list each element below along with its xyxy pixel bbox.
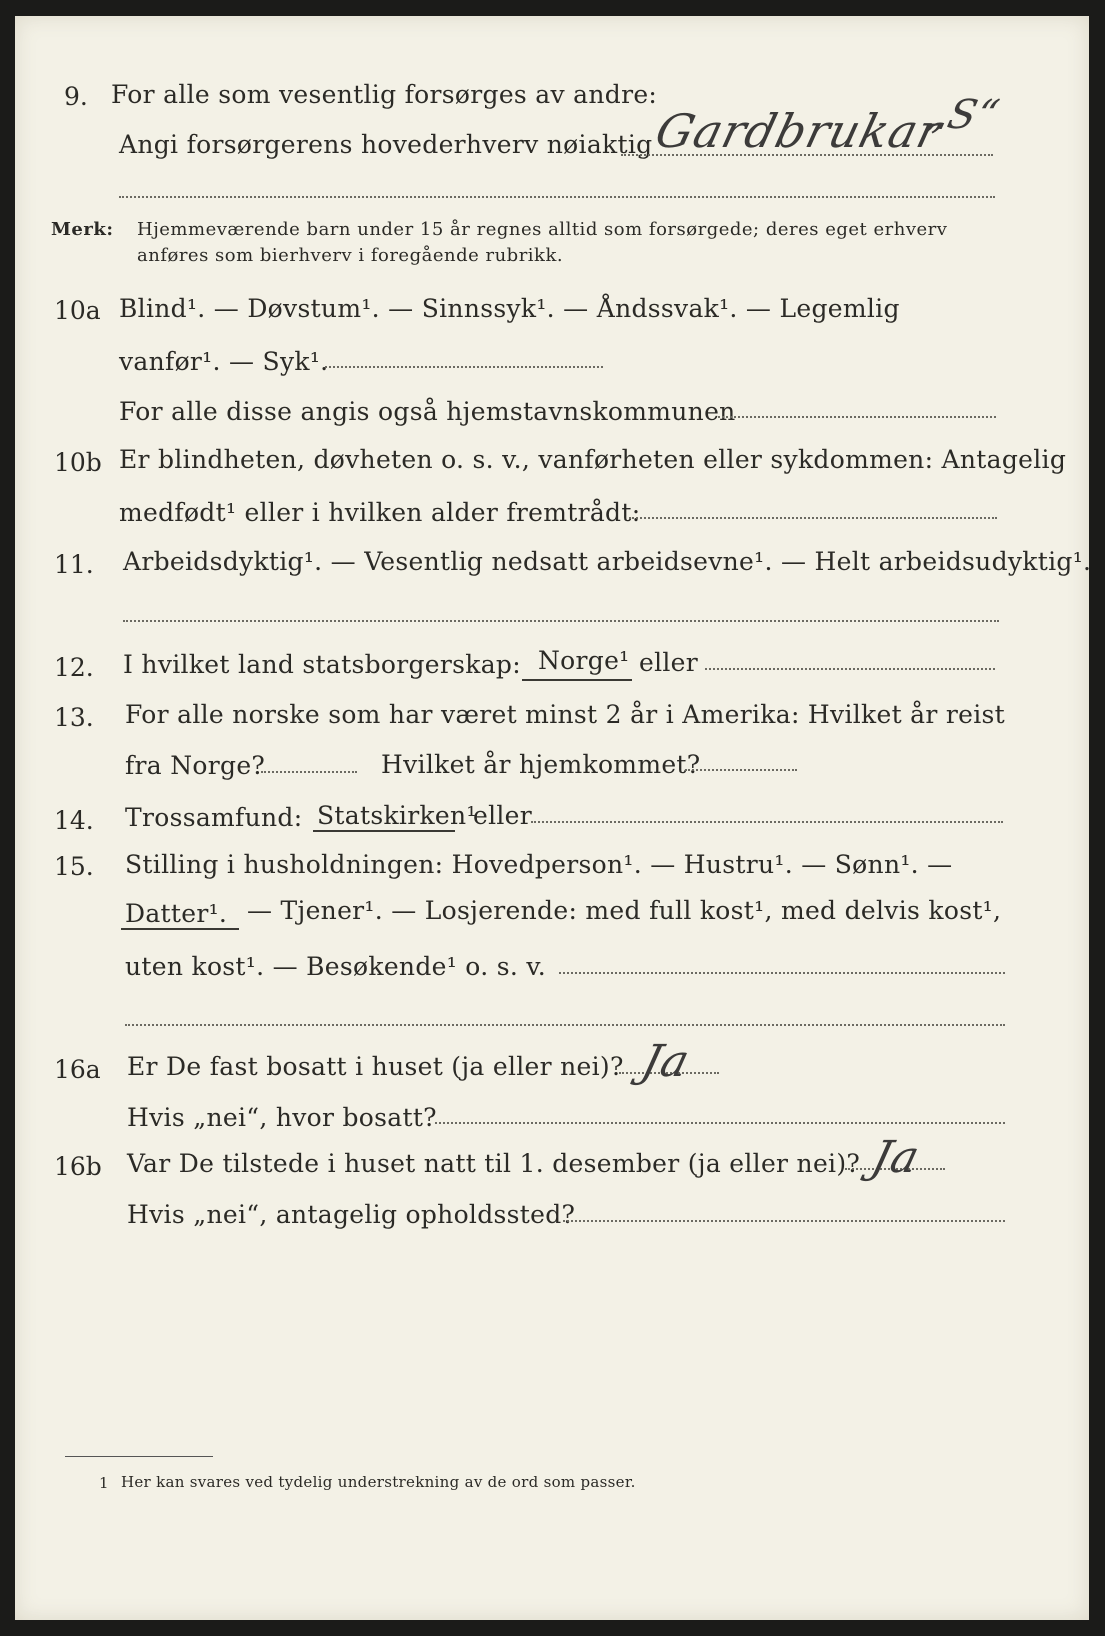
q14-faith-line <box>531 821 1003 823</box>
q15-option-datter: Datter¹. <box>125 899 228 928</box>
q13-line2b: Hvilket år hjemkommet? <box>381 750 701 779</box>
q16b-handwritten-answer: Ja <box>866 1132 926 1183</box>
q12-country-line <box>705 668 995 670</box>
q10a-line3: For alle disse angis også hjemstavnskommunen <box>119 397 736 426</box>
q9-number: 9. <box>64 82 88 111</box>
q15-extra-line-2 <box>125 1024 1005 1026</box>
q10b-line1: Er blindheten, døvheten o. s. v., vanførheten eller sykdommen: Antagelig <box>119 445 1067 474</box>
merk-label: Merk: <box>51 219 114 240</box>
q10b-line2: medfødt¹ eller i hvilken alder fremtrådt: <box>119 498 641 527</box>
q15-extra-line-1 <box>559 972 1005 974</box>
q11-line1: Arbeidsdyktig¹. — Vesentlig nedsatt arbeidsevne¹. — Helt arbeidsudyktig¹. <box>123 547 1092 576</box>
q9-extra-line <box>119 196 995 198</box>
q10a-number: 10a <box>54 296 101 325</box>
q14-post: eller <box>473 801 533 830</box>
q15-number: 15. <box>54 852 94 881</box>
q15-underline <box>121 928 239 930</box>
footnote-rule <box>65 1456 213 1457</box>
footnote-text: Her kan svares ved tydelig understrekning av de ord som passer. <box>121 1473 636 1491</box>
q13-line1: For alle norske som har været minst 2 år i Amerika: Hvilket år reist <box>125 700 1006 729</box>
merk-line1: Hjemmeværende barn under 15 år regnes alltid som forsørgede; deres eget erhverv <box>137 219 948 240</box>
q13-reist-line <box>261 771 357 773</box>
q16a-number: 16a <box>54 1055 101 1084</box>
q12-underline <box>522 679 632 681</box>
q13-line2a: fra Norge? <box>125 751 266 780</box>
census-form-page <box>15 16 1092 1620</box>
q10a-line1: Blind¹. — Døvstum¹. — Sinnssyk¹. — Åndssvak¹. — Legemlig <box>119 294 900 323</box>
q15-line2rest: — Tjener¹. — Losjerende: med full kost¹, med delvis kost¹, <box>247 896 1002 925</box>
q16a-line2: Hvis „nei“, hvor bosatt? <box>127 1103 437 1132</box>
q12-post: eller <box>639 648 699 677</box>
q9-handwritten-suffix: „S“ <box>921 92 1005 138</box>
footnote-mark: 1 <box>99 1474 109 1492</box>
q10b-number: 10b <box>54 448 102 477</box>
q10a-kommune-line <box>718 416 996 418</box>
q10b-age-line <box>629 517 997 519</box>
q11-extra-line <box>123 620 999 622</box>
q9-handwritten-answer: Gardbrukar <box>650 104 948 158</box>
q12-number: 12. <box>54 653 94 682</box>
q11-number: 11. <box>54 550 94 579</box>
q16b-line1: Var De tilstede i huset natt til 1. desember (ja eller nei)? <box>127 1149 861 1178</box>
q15-line1: Stilling i husholdningen: Hovedperson¹. — Hustru¹. — Sønn¹. — <box>125 850 953 879</box>
q16a-bosatt-line <box>435 1122 1005 1124</box>
q13-number: 13. <box>54 703 94 732</box>
q16b-line2: Hvis „nei“, antagelig opholdssted? <box>127 1200 576 1229</box>
q10a-line2: vanfør¹. — Syk¹. <box>119 347 329 376</box>
q13-hjem-line <box>685 769 797 771</box>
q12-option-norge: Norge¹ <box>538 646 630 675</box>
q14-pre: Trossamfund: <box>125 803 303 832</box>
merk-line2: anføres som bierhverv i foregående rubrikk. <box>137 245 564 266</box>
q16b-number: 16b <box>54 1152 102 1181</box>
q16a-line1: Er De fast bosatt i huset (ja eller nei)? <box>127 1052 624 1081</box>
q14-number: 14. <box>54 806 94 835</box>
q9-line2: Angi forsørgerens hovederhverv nøiaktig <box>119 130 653 159</box>
q9-line1: For alle som vesentlig forsørges av andre: <box>111 80 658 109</box>
q16b-opholdssted-line <box>563 1220 1005 1222</box>
q15-line3: uten kost¹. — Besøkende¹ o. s. v. <box>125 952 547 981</box>
q16a-handwritten-answer: Ja <box>636 1036 696 1087</box>
q14-underline <box>313 830 455 832</box>
q12-pre: I hvilket land statsborgerskap: <box>123 650 521 679</box>
q10a-syk-line <box>325 366 603 368</box>
q14-option-statskirken: Statskirken¹ <box>317 801 477 830</box>
